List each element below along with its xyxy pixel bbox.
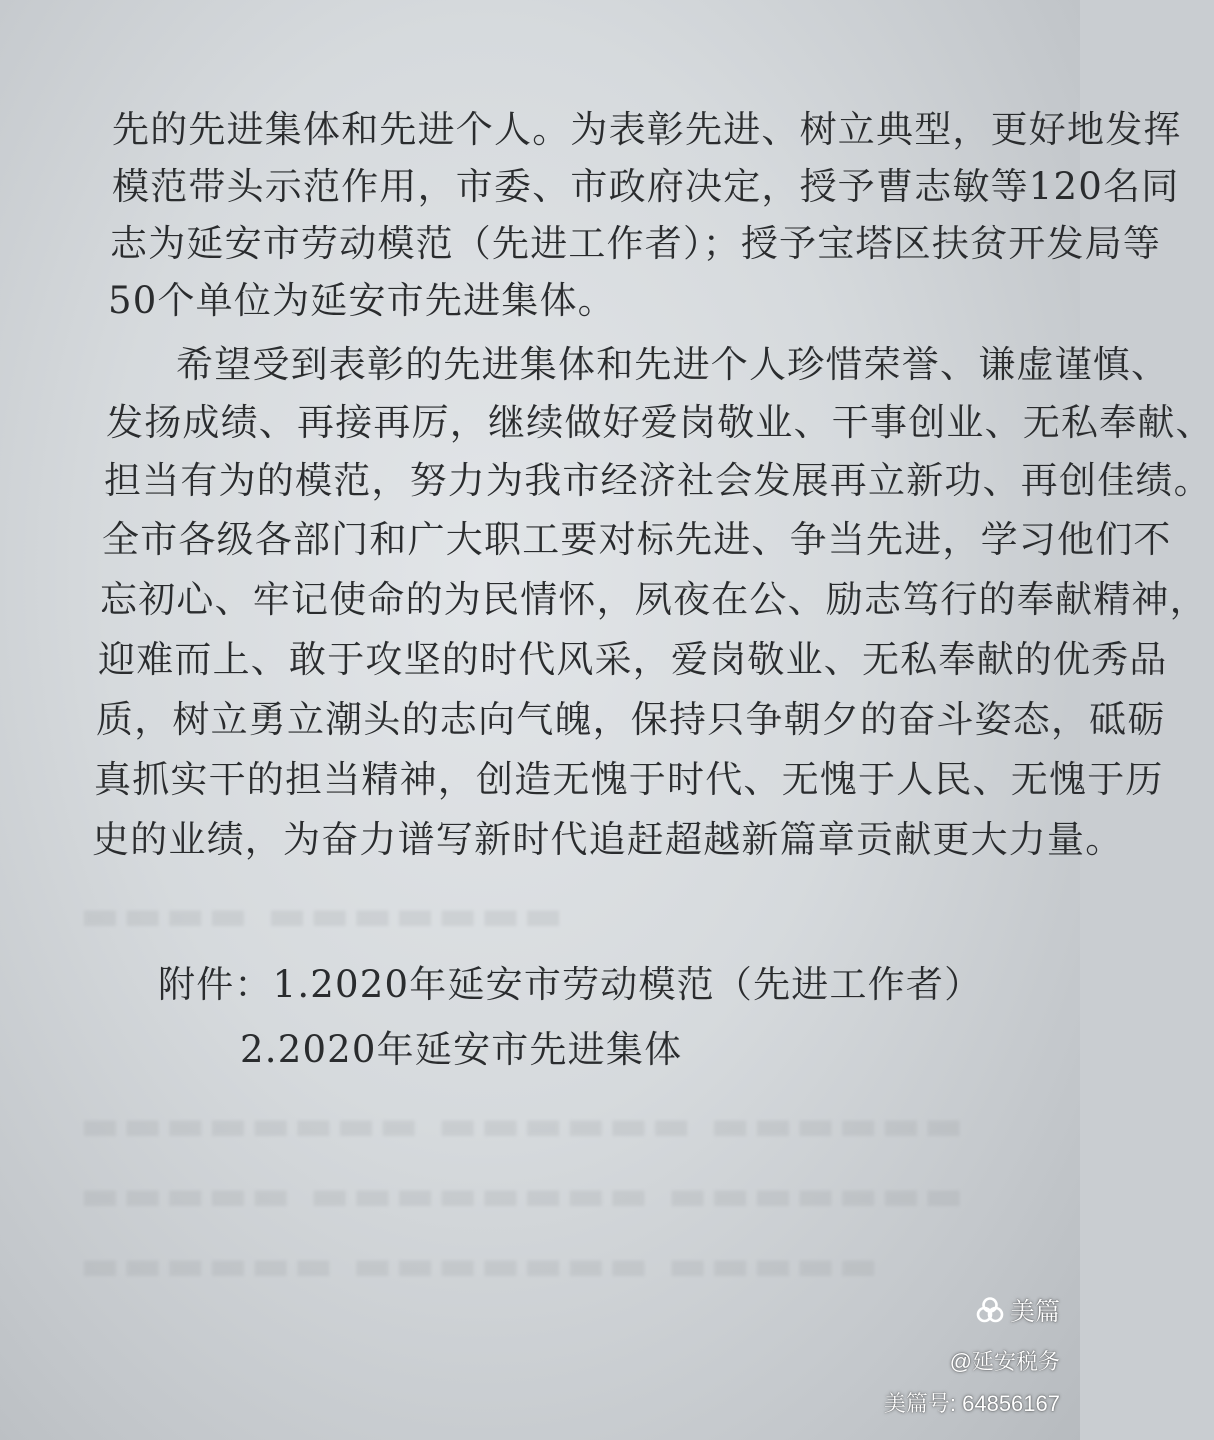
bleed-through-text: ▬▬▬▬▬ ▬▬▬▬▬▬▬▬ ▬▬▬▬▬▬▬ — [80, 1170, 967, 1219]
watermark-account: @延安税务 — [949, 1349, 1060, 1374]
paragraph-line: 模范带头示范作用，市委、市政府决定，授予曹志敏等120名同 — [112, 165, 1180, 208]
paragraph-line: 迎难而上、敢于攻坚的时代风采，爱岗敬业、无私奉献的优秀品 — [98, 638, 1168, 681]
paragraph-line: 50个单位为延安市先进集体。 — [108, 279, 616, 322]
paragraph-line: 全市各级各部门和广大职工要对标先进、争当先进，学习他们不 — [102, 518, 1172, 561]
attachment-line-1: 附件：1.2020年延安市劳动模范（先进工作者） — [158, 963, 983, 1006]
bleed-through-text: ▬▬▬▬▬▬▬▬ ▬▬▬▬▬▬ ▬▬▬▬▬▬ — [80, 1100, 967, 1149]
paragraph-line: 志为延安市劳动模范（先进工作者）；授予宝塔区扶贫开发局等 — [110, 222, 1162, 265]
attachment-line-2: 2.2020年延安市先进集体 — [240, 1028, 683, 1071]
meipian-logo-icon — [976, 1296, 1004, 1324]
meipian-brand-label: 美篇 — [1009, 1298, 1060, 1326]
paragraph-line: 史的业绩，为奋力谱写新时代追赶超越新篇章贡献更大力量。 — [92, 818, 1124, 861]
meipian-brand — [976, 1292, 1060, 1328]
paragraph-line: 担当有为的模范，努力为我市经济社会发展再立新功、再创佳绩。 — [104, 459, 1212, 502]
watermark-id: 美篇号: 64856167 — [883, 1391, 1060, 1416]
paragraph-line: 忘初心、牢记使命的为民情怀，夙夜在公、励志笃行的奉献精神， — [100, 578, 1208, 621]
bleed-through-text: ▬▬▬▬▬▬ ▬▬▬▬▬▬▬ ▬▬▬▬▬ — [80, 1240, 881, 1289]
paragraph-line: 先的先进集体和先进个人。为表彰先进、树立典型，更好地发挥 — [112, 108, 1182, 151]
paragraph-line: 希望受到表彰的先进集体和先进个人珍惜荣誉、谦虚谨慎、 — [176, 343, 1170, 386]
bleed-through-text: ▬▬▬▬ ▬▬▬▬▬▬▬ — [80, 890, 566, 939]
paragraph-line: 发扬成绩、再接再厉，继续做好爱岗敬业、干事创业、无私奉献、 — [106, 401, 1214, 444]
paragraph-line: 真抓实干的担当精神，创造无愧于时代、无愧于人民、无愧于历 — [94, 758, 1164, 801]
paragraph-line: 质，树立勇立潮头的志向气魄，保持只争朝夕的奋斗姿态，砥砺 — [96, 698, 1166, 741]
